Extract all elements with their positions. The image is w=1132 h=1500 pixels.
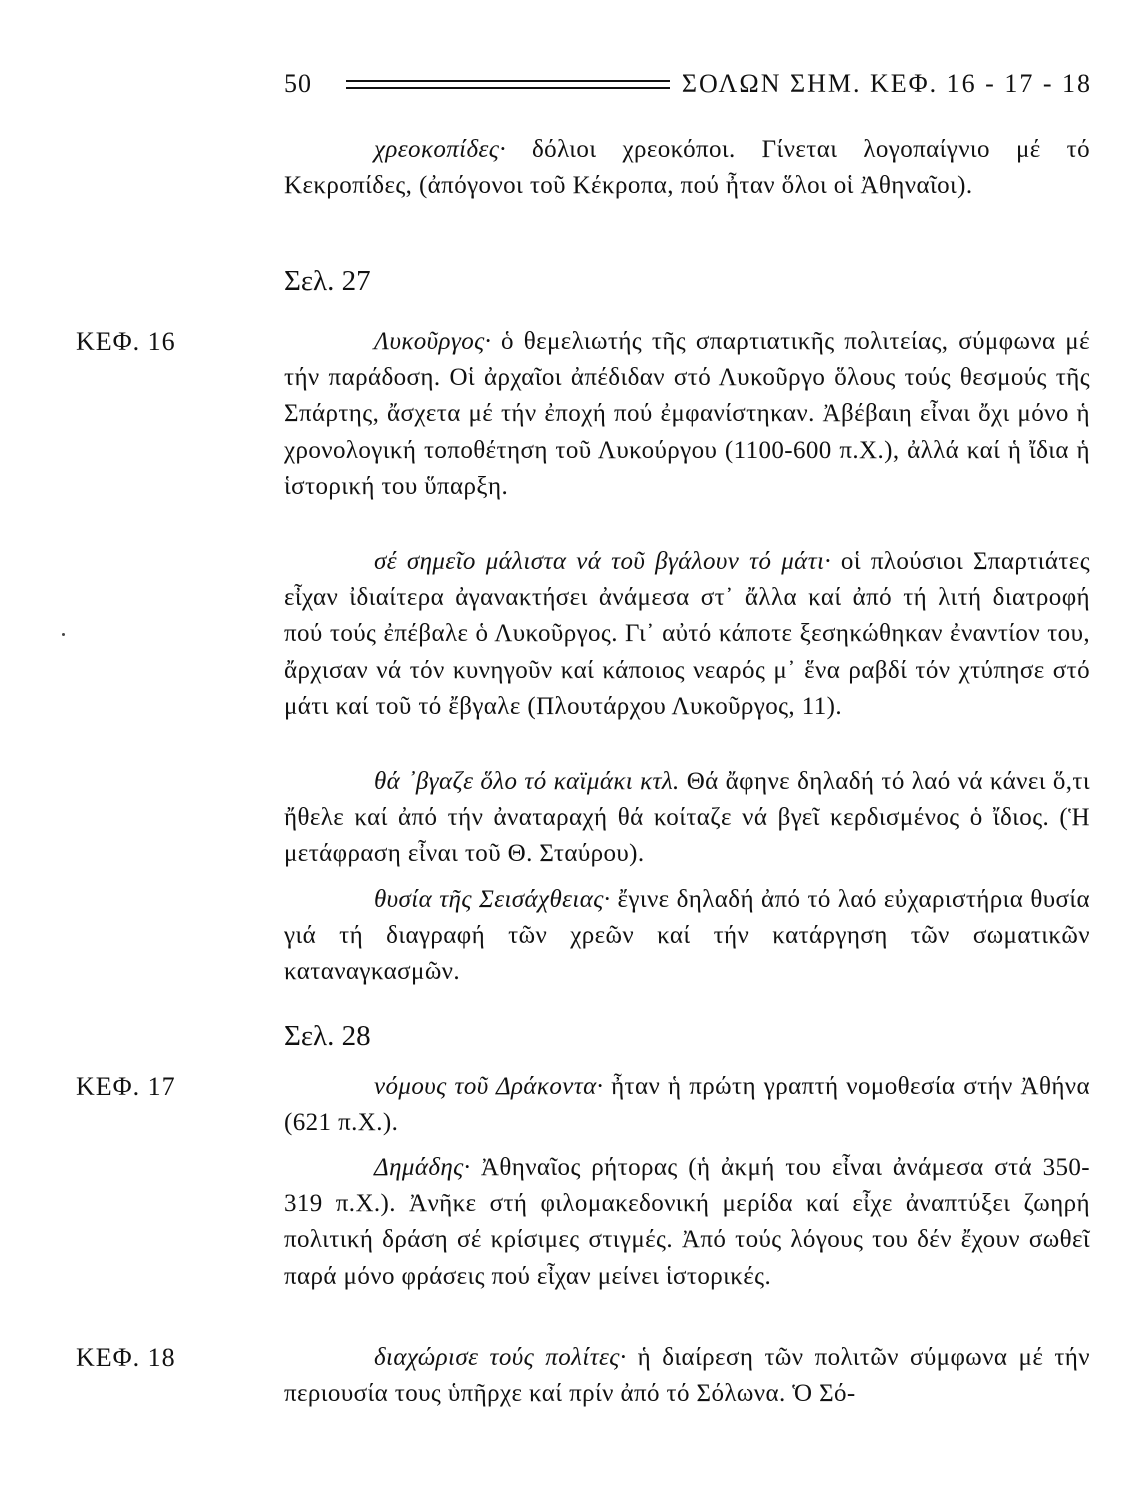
note-text: δόλιοι χρεοκόποι. Γίνεται λογοπαίγνιο μέ τό Κεκροπίδες, (ἀπόγονοι τοῦ Κέκροπα, πού ἦταν ὅλοι οἱ Ἀθηναῖοι).: [284, 136, 1090, 200]
note-text: ὁ θεμελιωτής τῆς σπαρτιατικῆς πολιτείας, σύμφωνα μέ τήν παράδοση. Οἱ ἀρχαῖοι ἀπέδιδαν στό Λυκοῦργο ὅλους τούς θεσμούς τῆς Σπάρτης, ἄσχετα μέ τήν ἐποχή πού ἐμφανίστηκαν. Ἀβέβαιη εἶναι ὄχι μόνο ἡ χρονολογική τοποθέτηση τοῦ Λυκούργου (1100-600 π.Χ.), ἀλλά καί ἡ ἴδια ἡ ἱστορική του ὕπαρξη.: [284, 328, 1090, 500]
section-heading: Σελ. 27: [284, 265, 371, 297]
note-entry: [284, 324, 1090, 505]
note-entry: [284, 1340, 1090, 1412]
page-number: 50: [284, 69, 312, 98]
note-term: νόμους τοῦ Δράκοντα·: [374, 1073, 604, 1100]
note-text: ἦταν ἡ πρώτη γραπτή νομοθεσία στήν Ἀθήνα (621 π.Χ.).: [284, 1073, 1091, 1137]
chapter-label: ΚΕΦ. 17: [76, 1072, 176, 1101]
section-heading: Σελ. 28: [284, 1020, 371, 1052]
note-text: Ἀθηναῖος ρήτορας (ἡ ἀκμή του εἶναι ἀνάμεσα στά 350-319 π.Χ.). Ἀνῆκε στή φιλομακεδονική μερίδα καί εἶχε ἀναπτύξει ζωηρή πολιτική δράση σέ κρίσιμες στιγμές. Ἀπό τούς λόγους του δέν ἔχουν σωθεῖ παρά μόνο φράσεις πού εἶχαν μείνει ἱστορικές.: [284, 1154, 1090, 1290]
note-term: διαχώρισε τούς πολίτες·: [374, 1344, 627, 1371]
note-entry: [284, 132, 1090, 204]
note-entry: [284, 882, 1090, 991]
note-text: οἱ πλούσιοι Σπαρτιάτες εἶχαν ἰδιαίτερα ἀγανακτήσει ἀνάμεσα στ᾽ ἄλλα καί ἀπό τή λιτή διατροφή πού τούς ἐπέβαλε ὁ Λυκοῦργος. Γι᾽ αὐτό κάποτε ξεσηκώθηκαν ἐναντίον του, ἄρχισαν νά τόν κυνηγοῦν καί κάποιος νεαρός μ᾽ ἕνα ραβδί τόν χτύπησε στό μάτι καί τοῦ τό ἔβγαλε (Πλουτάρχου Λυκοῦργος, 11).: [284, 548, 1091, 720]
chapter-label: ΚΕΦ. 16: [76, 327, 176, 356]
note-term: θά ᾽βγαζε ὅλο τό καϊμάκι κτλ.: [374, 768, 680, 795]
note-entry: [284, 1069, 1090, 1141]
note-term: θυσία τῆς Σεισάχθειας·: [374, 886, 611, 913]
note-term: Δημάδης·: [374, 1154, 471, 1181]
note-entry: [284, 764, 1090, 873]
note-entry: [284, 1150, 1090, 1295]
note-term: σέ σημεῖο μάλιστα νά τοῦ βγάλουν τό μάτι·: [374, 548, 832, 575]
running-title: ΣΟΛΩΝ ΣΗΜ. ΚΕΦ. 16 - 17 - 18: [681, 69, 1092, 98]
note-entry: [284, 544, 1090, 725]
page-header: [284, 64, 1092, 104]
scan-speck: [62, 633, 65, 636]
chapter-label: ΚΕΦ. 18: [76, 1343, 176, 1372]
note-text: ἔγινε δηλαδή ἀπό τό λαό εὐχαριστήρια θυσία γιά τή διαγραφή τῶν χρεῶν καί τήν κατάργηση τῶν σωματικῶν καταναγκασμῶν.: [284, 886, 1090, 986]
note-text: Θά ἄφηνε δηλαδή τό λαό νά κάνει ὅ,τι ἤθελε καί ἀπό τήν ἀναταραχή θά κοίταζε νά βγεῖ κερδισμένος ὁ ἴδιος. (Ἡ μετάφραση εἶναι τοῦ Θ. Σταύρου).: [284, 768, 1090, 868]
note-term: χρεοκοπίδες·: [374, 136, 506, 163]
note-term: Λυκοῦργος·: [374, 328, 492, 355]
note-text: ἡ διαίρεση τῶν πολιτῶν σύμφωνα μέ τήν περιουσία τους ὑπῆρχε καί πρίν ἀπό τό Σόλωνα. Ὁ Σό-: [284, 1344, 1090, 1408]
header-double-rule: [346, 80, 670, 89]
